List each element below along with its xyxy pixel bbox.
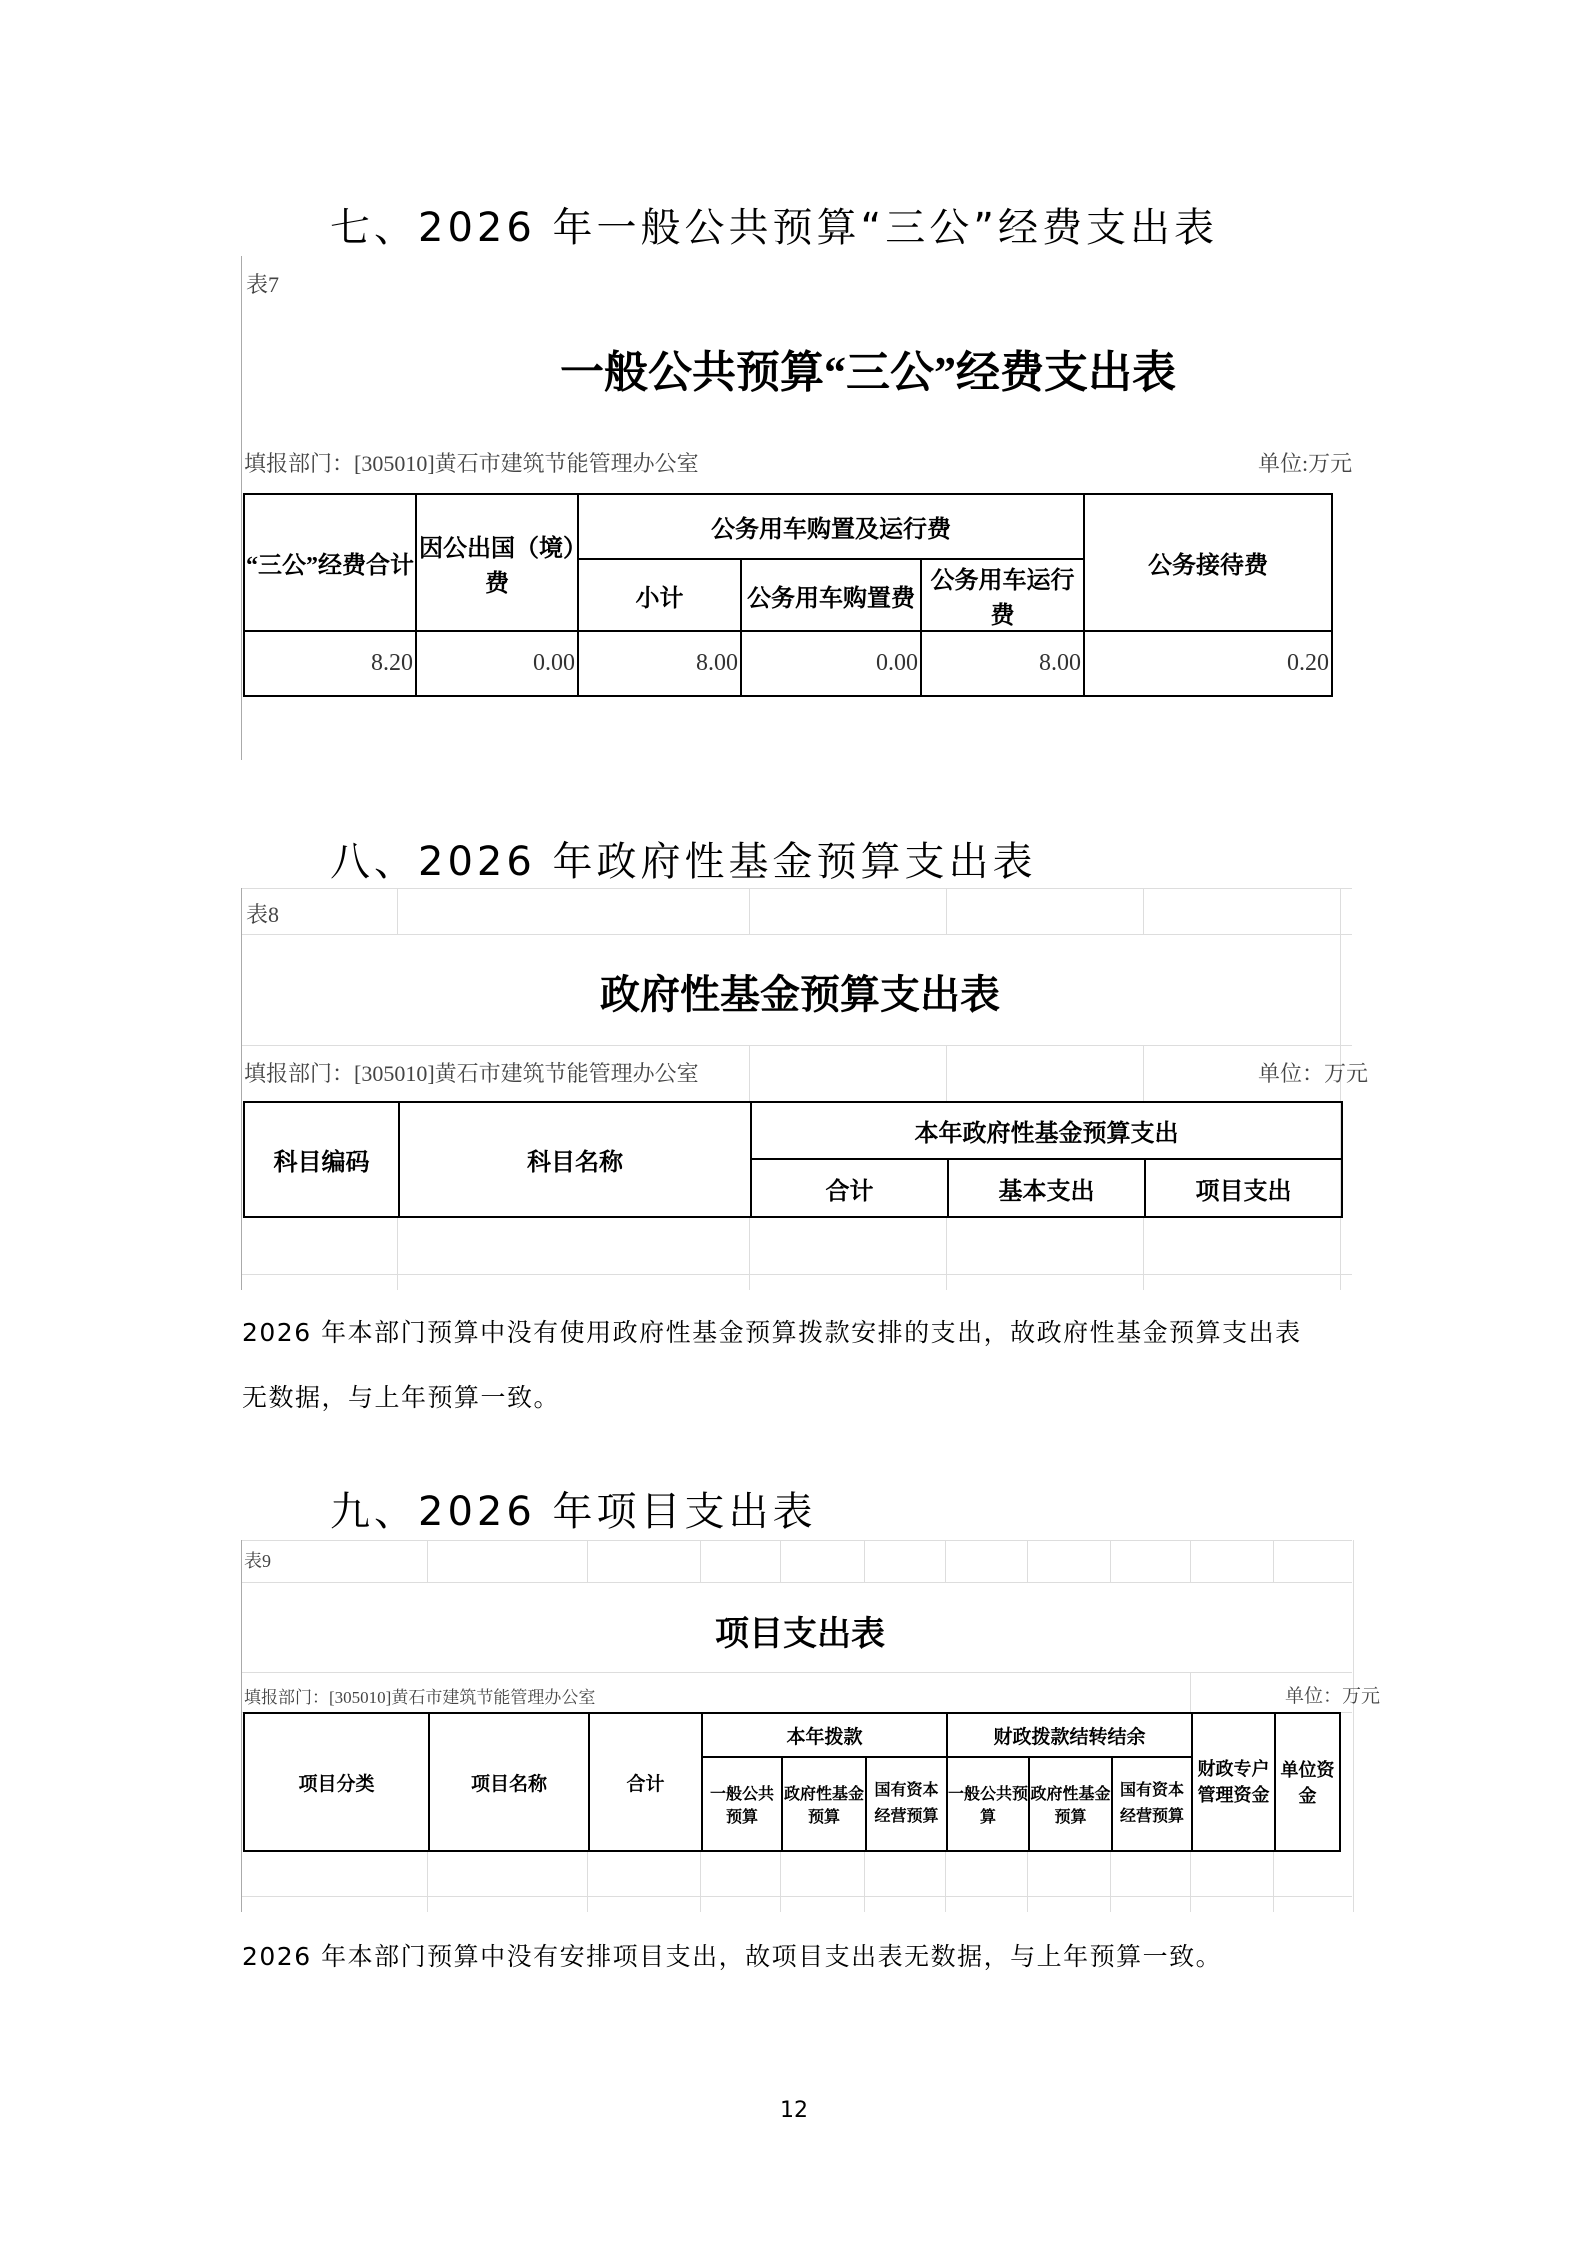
section9-gridline xyxy=(700,1540,701,1582)
header-fund-budget: 政府性基金预算 xyxy=(782,1757,866,1851)
section8-note-line1: 2026 年本部门预算中没有使用政府性基金预算拨款安排的支出，故政府性基金预算支出表 xyxy=(242,1318,1302,1347)
section8-gridline xyxy=(242,888,1352,889)
section7-table xyxy=(243,493,1333,697)
section8-gridline xyxy=(749,1218,750,1290)
section9-gridline xyxy=(427,1540,428,1582)
section8-gridline xyxy=(242,934,1352,935)
section8-table-title: 政府性基金预算支出表 xyxy=(600,972,1000,1017)
section9-table-title: 项目支出表 xyxy=(715,1616,885,1653)
section8-gridline xyxy=(946,1045,947,1101)
section8-table-label: 表8 xyxy=(246,902,280,927)
section9-empty-row-line xyxy=(242,1896,1352,1897)
value-vehicle-operation: 8.00 xyxy=(921,631,1084,696)
value-subtotal: 8.00 xyxy=(578,631,741,696)
header-unit-funds: 单位资金 xyxy=(1275,1713,1340,1851)
section8-gridline xyxy=(1143,1045,1144,1101)
section8-gridline xyxy=(397,1218,398,1290)
section9-table xyxy=(243,1712,1341,1852)
section8-gridline xyxy=(1143,888,1144,934)
header-vehicle-operation: 公务用车运行费 xyxy=(921,559,1084,631)
header-abroad: 因公出国（境）费 xyxy=(416,494,578,631)
section8-gridline xyxy=(946,888,947,934)
section8-gridline xyxy=(749,888,750,934)
section9-gridline xyxy=(587,1540,588,1582)
section7-table-label: 表7 xyxy=(246,272,280,297)
section9-gridline xyxy=(242,1582,1352,1583)
section9-gridline xyxy=(587,1852,588,1912)
header-project-category: 项目分类 xyxy=(244,1713,429,1851)
section9-gridline xyxy=(1190,1852,1191,1912)
section8-unit: 单位：万元 xyxy=(1258,1061,1369,1086)
header-vehicle-group: 公务用车购置及运行费 xyxy=(578,494,1084,559)
section8-gridline xyxy=(749,1045,750,1101)
section8-gridline xyxy=(397,888,398,934)
section9-gridline xyxy=(700,1852,701,1912)
section9-gridline xyxy=(1190,1540,1191,1582)
section9-unit: 单位：万元 xyxy=(1285,1686,1381,1707)
section7-heading: 七、2026 年一般公共预算“三公”经费支出表 xyxy=(330,205,1218,251)
section8-gridline xyxy=(1340,888,1341,1290)
header-state-capital-budget-carry: 国有资本经营预算 xyxy=(1112,1757,1192,1851)
header-subject-name: 科目名称 xyxy=(399,1102,751,1217)
header-fund-budget-carry: 政府性基金预算 xyxy=(1029,1757,1112,1851)
section7-table-title: 一般公共预算“三公”经费支出表 xyxy=(560,348,1176,397)
section9-gridline xyxy=(427,1852,428,1912)
header-carryover: 财政拨款结转结余 xyxy=(947,1713,1192,1757)
header-current-allocation: 本年拨款 xyxy=(702,1713,947,1757)
section7-left-rule xyxy=(241,256,242,760)
header-general-budget: 一般公共预算 xyxy=(702,1757,782,1851)
value-abroad: 0.00 xyxy=(416,631,578,696)
header-fund-group: 本年政府性基金预算支出 xyxy=(751,1102,1342,1159)
section8-gridline xyxy=(946,1218,947,1290)
section9-gridline xyxy=(1027,1852,1028,1912)
section7-unit: 单位:万元 xyxy=(1258,451,1353,476)
section9-gridline xyxy=(1190,1672,1191,1712)
section7-dept: 填报部门：[305010]黄石市建筑节能管理办公室 xyxy=(244,451,699,476)
header-subtotal: 小计 xyxy=(578,559,741,631)
header-general-budget-carry: 一般公共预算 xyxy=(947,1757,1029,1851)
section9-gridline xyxy=(1027,1540,1028,1582)
value-vehicle-purchase: 0.00 xyxy=(741,631,921,696)
section9-note: 2026 年本部门预算中没有安排项目支出，故项目支出表无数据，与上年预算一致。 xyxy=(242,1942,1223,1971)
section9-gridline xyxy=(945,1540,946,1582)
table-row xyxy=(244,631,1332,696)
section9-gridline xyxy=(1273,1540,1274,1582)
section8-table xyxy=(243,1101,1343,1218)
value-reception: 0.20 xyxy=(1084,631,1332,696)
header-vehicle-purchase: 公务用车购置费 xyxy=(741,559,921,631)
page-number: 12 xyxy=(780,2098,808,2123)
header-special-account: 财政专户管理资金 xyxy=(1192,1713,1275,1851)
section9-gridline xyxy=(1110,1540,1111,1582)
section9-dept: 填报部门：[305010]黄石市建筑节能管理办公室 xyxy=(244,1688,596,1707)
section9-gridline xyxy=(242,1672,1352,1673)
section9-gridline xyxy=(1353,1540,1354,1912)
header-reception: 公务接待费 xyxy=(1084,494,1332,631)
header-subject-code: 科目编码 xyxy=(244,1102,399,1217)
header-project-name: 项目名称 xyxy=(429,1713,589,1851)
header-fund-total: 合计 xyxy=(751,1159,948,1217)
section9-left-rule xyxy=(241,1540,242,1912)
section8-gridline xyxy=(1143,1218,1144,1290)
section9-gridline xyxy=(864,1852,865,1912)
section8-left-rule xyxy=(241,888,242,1290)
section9-gridline xyxy=(945,1852,946,1912)
header-fund-basic: 基本支出 xyxy=(948,1159,1145,1217)
header-state-capital-budget: 国有资本经营预算 xyxy=(866,1757,947,1851)
section8-empty-row-line xyxy=(242,1274,1352,1275)
section9-gridline xyxy=(780,1852,781,1912)
header-sangong-total: “三公”经费合计 xyxy=(244,494,416,631)
value-sangong-total: 8.20 xyxy=(244,631,416,696)
section9-heading: 九、2026 年项目支出表 xyxy=(330,1489,817,1535)
section9-gridline xyxy=(1110,1852,1111,1912)
header-fund-project: 项目支出 xyxy=(1145,1159,1342,1217)
section9-gridline xyxy=(1273,1852,1274,1912)
section8-gridline xyxy=(242,1045,1352,1046)
section9-table-label: 表9 xyxy=(244,1551,271,1571)
section9-gridline xyxy=(780,1540,781,1582)
section9-gridline xyxy=(864,1540,865,1582)
section9-gridline xyxy=(242,1540,1352,1541)
header-project-total: 合计 xyxy=(589,1713,702,1851)
section8-heading: 八、2026 年政府性基金预算支出表 xyxy=(330,839,1037,885)
section8-note-line2: 无数据，与上年预算一致。 xyxy=(242,1383,561,1412)
section8-dept: 填报部门：[305010]黄石市建筑节能管理办公室 xyxy=(244,1061,699,1086)
